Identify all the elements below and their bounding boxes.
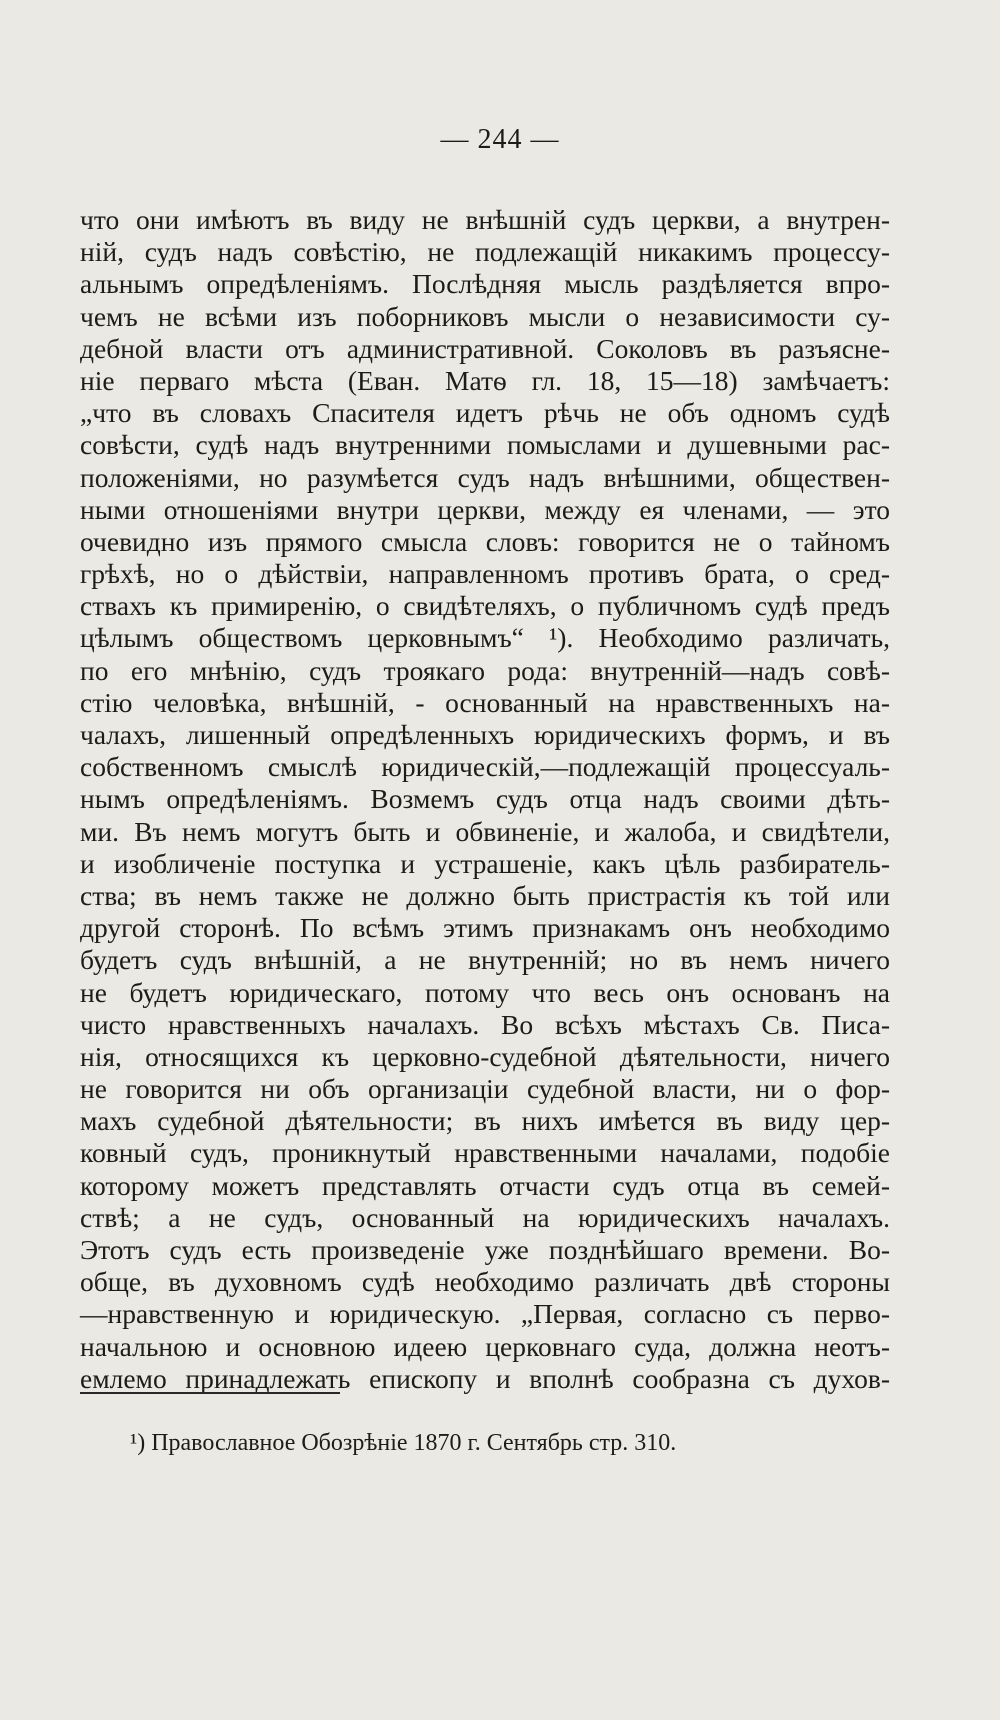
footnote-marker: ¹) — [130, 1430, 146, 1456]
text-line: другой сторонѣ. По всѣмъ этимъ признакамъ онъ необходимо — [80, 912, 890, 944]
main-text — [80, 204, 890, 1395]
text-line: ній, судъ надъ совѣстію, не подлежащій никакимъ процессу- — [80, 236, 890, 268]
text-line: собственномъ смыслѣ юридическій,—подлежащій процессуаль- — [80, 751, 890, 783]
text-line: чемъ не всѣми изъ поборниковъ мысли о независимости су- — [80, 300, 890, 332]
text-line: грѣхѣ, но о дѣйствіи, направленномъ противъ брата, о сред- — [80, 558, 890, 590]
text-line: дебной власти отъ административной. Соколовъ въ разъясне- — [80, 332, 890, 364]
text-line: стію человѣка, внѣшній, - основанный на нравственныхъ на- — [80, 686, 890, 718]
text-line: ніе перваго мѣста (Еван. Матѳ гл. 18, 15—18) замѣчаетъ: — [80, 364, 890, 396]
text-line: ствѣ; а не судъ, основанный на юридическихъ началахъ. — [80, 1201, 890, 1233]
text-line: нія, относящихся къ церковно-судебной дѣятельности, ничего — [80, 1040, 890, 1072]
text-line: ства; въ немъ также не должно быть пристрастія къ той или — [80, 879, 890, 911]
footnote-text: Православное Обозрѣніе 1870 г. Сентябрь стр. 310. — [151, 1430, 677, 1456]
text-line: чисто нравственныхъ началахъ. Во всѣхъ мѣстахъ Св. Писа- — [80, 1008, 890, 1040]
text-line: обще, въ духовномъ судѣ необходимо различать двѣ стороны — [80, 1266, 890, 1298]
text-line: —нравственную и юридическую. „Первая, согласно съ перво- — [80, 1298, 890, 1330]
footnote — [130, 1428, 676, 1458]
text-line: ковный судъ, проникнутый нравственными началами, подобіе — [80, 1137, 890, 1169]
text-line: очевидно изъ прямого смысла словъ: говорится не о тайномъ — [80, 525, 890, 557]
text-line: ми. Въ немъ могутъ быть и обвиненіе, и жалоба, и свидѣтели, — [80, 815, 890, 847]
footnote-separator — [80, 1392, 340, 1394]
page-number: — 244 — — [440, 124, 560, 155]
text-line: будетъ судъ внѣшній, а не внутренній; но въ немъ ничего — [80, 944, 890, 976]
text-line: не говорится ни объ организаціи судебной власти, ни о фор- — [80, 1073, 890, 1105]
text-line: не будетъ юридическаго, потому что весь онъ основанъ на — [80, 976, 890, 1008]
text-line: что они имѣютъ въ виду не внѣшній судъ церкви, а внутрен- — [80, 204, 890, 235]
text-line: нымъ опредѣленіямъ. Возмемъ судъ отца надъ своими дѣть- — [80, 783, 890, 815]
text-line: цѣлымъ обществомъ церковнымъ“ ¹). Необходимо различать, — [80, 622, 890, 654]
text-line: положеніями, но разумѣется судъ надъ внѣшними, обществен- — [80, 461, 890, 493]
text-line: емлемо принадлежать епископу и вполнѣ сообразна съ духов- — [80, 1362, 890, 1394]
text-line: чалахъ, лишенный опредѣленныхъ юридическихъ формъ, и въ — [80, 719, 890, 750]
text-line: по его мнѣнію, судъ троякаго рода: внутренній—надъ совѣ- — [80, 654, 890, 686]
text-line: ными отношеніями внутри церкви, между ея членами, — это — [80, 493, 890, 525]
text-line: Этотъ судъ есть произведеніе уже позднѣйшаго времени. Во- — [80, 1234, 890, 1265]
text-line: совѣсти, судѣ надъ внутренними помыслами и душевными рас- — [80, 429, 890, 461]
text-line: „что въ словахъ Спасителя идетъ рѣчь не объ одномъ судѣ — [80, 397, 890, 429]
text-line: и изобличеніе поступка и устрашеніе, какъ цѣль разбиратель- — [80, 847, 890, 879]
text-line: махъ судебной дѣятельности; въ нихъ имѣется въ виду цер- — [80, 1105, 890, 1137]
text-line: альнымъ опредѣленіямъ. Послѣдняя мысль раздѣляется впро- — [80, 268, 890, 300]
text-line: начальною и основною идеею церковнаго суда, должна неотъ- — [80, 1330, 890, 1362]
text-line: ствахъ къ примиренію, о свидѣтеляхъ, о публичномъ судѣ предъ — [80, 590, 890, 622]
text-line: которому можетъ представлять отчасти судъ отца въ семей- — [80, 1169, 890, 1201]
